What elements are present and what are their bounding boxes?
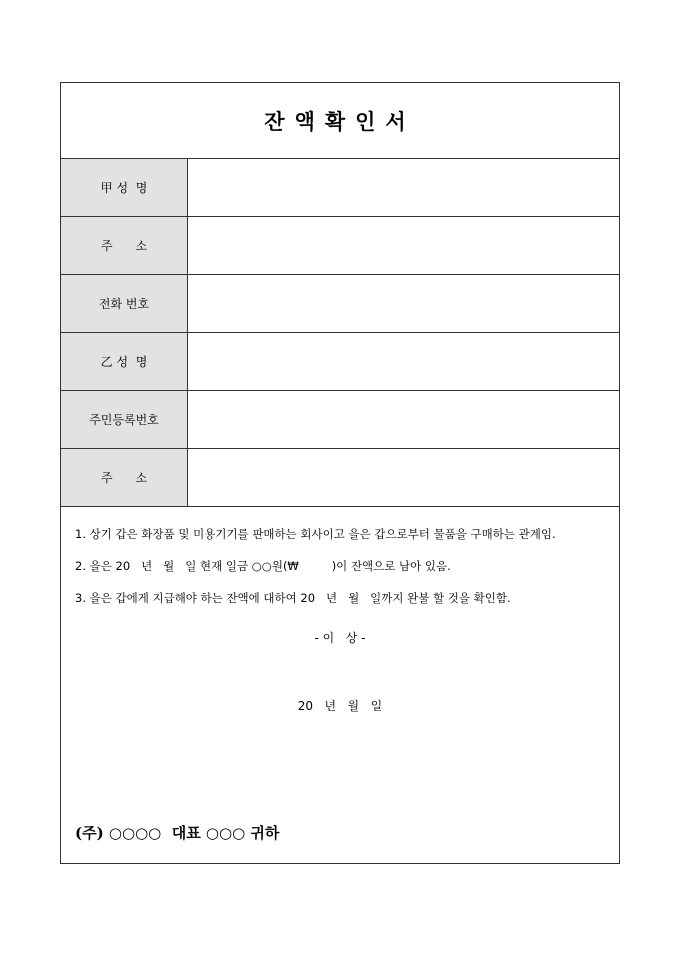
title-row — [61, 83, 619, 159]
phone-field[interactable] — [188, 275, 619, 332]
statement-paragraph: 1. 상기 갑은 화장품 및 미용기기를 판매하는 회사이고 을은 갑으로부터 물품을 구매하는 관계임. — [75, 527, 556, 541]
balance-confirmation-form — [60, 82, 620, 864]
field-label: 주 소 — [61, 449, 188, 506]
field-label: 乙 성 명 — [61, 333, 188, 390]
statement-body — [61, 507, 619, 715]
field-row-resident-number — [61, 391, 619, 449]
field-label: 주민등록번호 — [61, 391, 188, 448]
statement-paragraph: 3. 을은 갑에게 지급해야 하는 잔액에 대하여 20 년 월 일까지 완불 할 것을 확인함. — [75, 591, 511, 605]
party-b-address-field[interactable] — [188, 449, 619, 506]
document-title: 잔액확인서 — [264, 108, 416, 134]
field-row-party-b-address — [61, 449, 619, 507]
resident-number-field[interactable] — [188, 391, 619, 448]
party-a-name-field[interactable] — [188, 159, 619, 216]
field-row-party-b-name — [61, 333, 619, 391]
statement-paragraph: 2. 을은 20 년 월 일 현재 일금 ○○원(₩ )이 잔액으로 남아 있음. — [75, 559, 451, 573]
field-row-party-a-name — [61, 159, 619, 217]
field-label: 甲 성 명 — [61, 159, 188, 216]
field-row-phone — [61, 275, 619, 333]
date-line: 20 년 월 일 — [297, 699, 383, 713]
field-row-party-a-address — [61, 217, 619, 275]
addressee: (주) ○○○○ 대표 ○○○ 귀하 — [75, 824, 280, 842]
party-b-name-field[interactable] — [188, 333, 619, 390]
party-a-address-field[interactable] — [188, 217, 619, 274]
field-label: 주 소 — [61, 217, 188, 274]
closing-mark: - 이 상 - — [314, 631, 366, 645]
field-label: 전화 번호 — [61, 275, 188, 332]
